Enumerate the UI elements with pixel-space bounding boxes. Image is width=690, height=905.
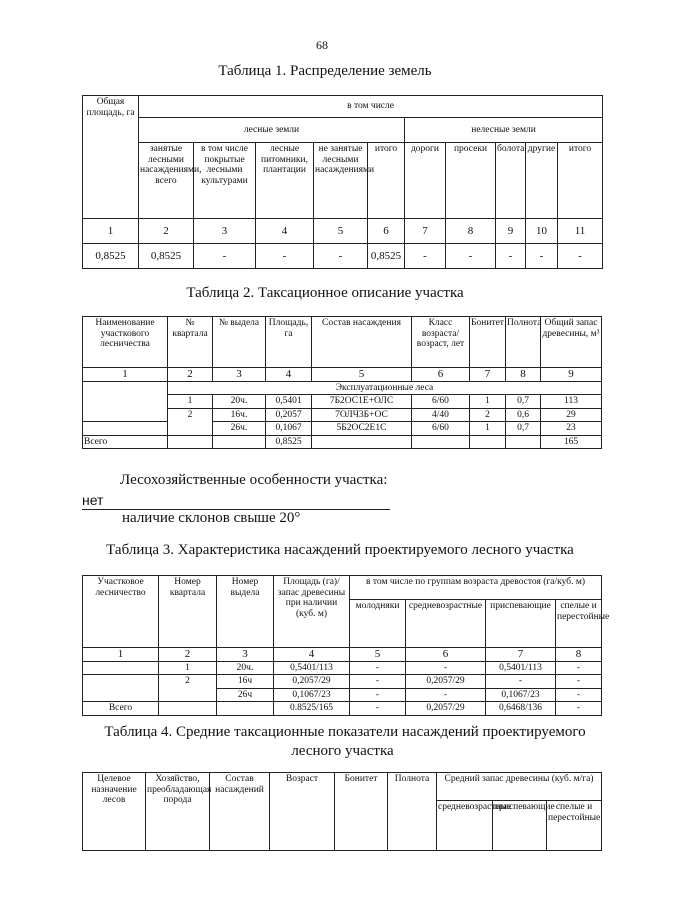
data-cell: 20ч. bbox=[217, 661, 274, 675]
data-cell: 4/40 bbox=[412, 408, 470, 422]
column-number: 6 bbox=[406, 648, 486, 662]
data-cell: 2 bbox=[470, 408, 506, 422]
data-cell: 0,5401/113 bbox=[274, 661, 350, 675]
data-cell: 0,1067 bbox=[266, 422, 312, 436]
data-cell: 23 bbox=[541, 422, 602, 436]
column-number: 7 bbox=[405, 219, 446, 244]
forestry-name-cell bbox=[83, 422, 168, 436]
total-cell: 0,6468/136 bbox=[486, 702, 556, 716]
header-forest-lands: лесные земли bbox=[139, 118, 405, 143]
column-header: Наименование участкового лесничества bbox=[83, 317, 168, 368]
header-total-area: Общая площадь, га bbox=[83, 96, 139, 219]
features-heading: Лесохозяйственные особенности участка: bbox=[120, 472, 388, 488]
column-number: 3 bbox=[217, 648, 274, 662]
column-header: дороги bbox=[405, 143, 446, 219]
data-cell: 1 bbox=[159, 661, 217, 675]
column-number: 2 bbox=[168, 368, 213, 382]
data-cell: 0,1067/23 bbox=[274, 688, 350, 702]
column-number: 8 bbox=[506, 368, 541, 382]
column-number: 9 bbox=[541, 368, 602, 382]
column-number: 2 bbox=[139, 219, 194, 244]
table1-title: Таблица 1. Распределение земель bbox=[218, 63, 432, 79]
column-header: Хозяйство, преобладающая порода bbox=[146, 773, 210, 851]
data-cell: - bbox=[446, 244, 496, 269]
data-cell: - bbox=[314, 244, 368, 269]
column-number: 3 bbox=[213, 368, 266, 382]
column-header: спелые и перестойные bbox=[556, 600, 602, 648]
total-stock: 165 bbox=[541, 435, 602, 449]
table2 bbox=[82, 316, 602, 449]
header-plot: Номер выдела bbox=[217, 576, 274, 648]
data-cell: 113 bbox=[541, 395, 602, 409]
data-cell: - bbox=[256, 244, 314, 269]
header-quarter: Номер квартала bbox=[159, 576, 217, 648]
data-cell: - bbox=[406, 688, 486, 702]
data-cell: - bbox=[556, 661, 602, 675]
features-value: нет bbox=[82, 492, 104, 508]
data-cell: 0,5401 bbox=[266, 395, 312, 409]
data-cell: - bbox=[405, 244, 446, 269]
column-header: лесные питомники, плантации bbox=[256, 143, 314, 219]
data-cell: 26ч bbox=[217, 688, 274, 702]
column-header: в том числе покрытые лесными культурами bbox=[194, 143, 256, 219]
table4 bbox=[82, 772, 602, 851]
column-number: 2 bbox=[159, 648, 217, 662]
column-header: приспевающие bbox=[493, 801, 547, 851]
header-age-groups: в том числе по группам возраста древостоя (га/куб. м) bbox=[350, 576, 602, 600]
data-cell: 2 bbox=[168, 408, 213, 435]
column-number: 1 bbox=[83, 368, 168, 382]
column-header: Полнота bbox=[506, 317, 541, 368]
total-label: Всего bbox=[83, 702, 159, 716]
column-number: 5 bbox=[350, 648, 406, 662]
data-cell: 16ч. bbox=[213, 408, 266, 422]
forestry-name-cell bbox=[83, 381, 168, 422]
table3 bbox=[82, 575, 610, 716]
column-header: молодняки bbox=[350, 600, 406, 648]
data-cell: - bbox=[406, 661, 486, 675]
column-header: не занятые лесными насаждениями bbox=[314, 143, 368, 219]
column-header: просеки bbox=[446, 143, 496, 219]
table3-title: Таблица 3. Характеристика насаждений проектируемого лесного участка bbox=[106, 542, 574, 558]
data-cell: 0,2057 bbox=[266, 408, 312, 422]
slopes-note: наличие склонов свыше 20° bbox=[122, 510, 301, 526]
data-cell: 0,2057/29 bbox=[274, 675, 350, 689]
column-number: 6 bbox=[412, 368, 470, 382]
column-header: Состав насаждений bbox=[210, 773, 270, 851]
data-cell: 5Б2ОС2Е1С bbox=[312, 422, 412, 436]
data-cell: - bbox=[350, 688, 406, 702]
column-header: Бонитет bbox=[335, 773, 388, 851]
total-cell: - bbox=[350, 702, 406, 716]
header-including: в том числе bbox=[139, 96, 603, 118]
column-number: 4 bbox=[256, 219, 314, 244]
forestry-name-cell bbox=[83, 675, 159, 702]
column-header: Общий запас древесины, м³ bbox=[541, 317, 602, 368]
table4-title-line1: Таблица 4. Средние таксационные показатели насаждений проектируемого bbox=[104, 724, 586, 740]
column-header: Возраст bbox=[270, 773, 335, 851]
section-label: Эксплуатационные леса bbox=[168, 381, 602, 395]
data-cell: 29 bbox=[541, 408, 602, 422]
column-number: 8 bbox=[446, 219, 496, 244]
header-forestry: Участковое лесничество bbox=[83, 576, 159, 648]
column-number: 9 bbox=[496, 219, 526, 244]
column-number: 7 bbox=[470, 368, 506, 382]
column-number: 6 bbox=[368, 219, 405, 244]
data-cell: 0,7 bbox=[506, 395, 541, 409]
column-number: 4 bbox=[274, 648, 350, 662]
table1 bbox=[82, 95, 603, 269]
column-number: 3 bbox=[194, 219, 256, 244]
data-cell: 1 bbox=[470, 395, 506, 409]
data-cell: 7ОЛЧ3Б+ОС bbox=[312, 408, 412, 422]
column-number: 8 bbox=[556, 648, 602, 662]
column-number: 1 bbox=[83, 219, 139, 244]
header-nonforest-lands: нелесные земли bbox=[405, 118, 603, 143]
data-cell: 1 bbox=[470, 422, 506, 436]
column-header: итого bbox=[558, 143, 603, 219]
column-header: Площадь, га bbox=[266, 317, 312, 368]
data-cell: 2 bbox=[159, 675, 217, 702]
data-cell: 0,8525 bbox=[83, 244, 139, 269]
data-cell: 7Б2ОС1Е+ОЛС bbox=[312, 395, 412, 409]
data-cell: - bbox=[350, 675, 406, 689]
column-header: Полнота bbox=[388, 773, 437, 851]
column-number: 11 bbox=[558, 219, 603, 244]
column-header: занятые лесными насаждениями, всего bbox=[139, 143, 194, 219]
column-header: средневозрастные bbox=[437, 801, 493, 851]
column-number: 5 bbox=[314, 219, 368, 244]
data-cell: 0,5401/113 bbox=[486, 661, 556, 675]
column-header: № выдела bbox=[213, 317, 266, 368]
data-cell: - bbox=[350, 661, 406, 675]
data-cell: 0,8525 bbox=[139, 244, 194, 269]
data-cell: - bbox=[496, 244, 526, 269]
column-header: приспевающие bbox=[486, 600, 556, 648]
data-cell: 6/60 bbox=[412, 395, 470, 409]
data-cell: - bbox=[194, 244, 256, 269]
column-number: 5 bbox=[312, 368, 412, 382]
data-cell: 6/60 bbox=[412, 422, 470, 436]
column-header: спелые и перестойные bbox=[547, 801, 602, 851]
column-number: 4 bbox=[266, 368, 312, 382]
total-label: Всего bbox=[83, 435, 168, 449]
table2-title: Таблица 2. Таксационное описание участка bbox=[186, 285, 464, 301]
column-number: 1 bbox=[83, 648, 159, 662]
header-area-stock: Площадь (га)/запас древесины при наличии (куб. м) bbox=[274, 576, 350, 648]
data-cell: - bbox=[556, 675, 602, 689]
column-header: итого bbox=[368, 143, 405, 219]
column-header: № квартала bbox=[168, 317, 213, 368]
data-cell: 1 bbox=[168, 395, 213, 409]
column-header: другие bbox=[526, 143, 558, 219]
column-header: Бонитет bbox=[470, 317, 506, 368]
data-cell: 0,8525 bbox=[368, 244, 405, 269]
column-number: 7 bbox=[486, 648, 556, 662]
total-area: 0.8525/165 bbox=[274, 702, 350, 716]
data-cell: 0,6 bbox=[506, 408, 541, 422]
total-area: 0,8525 bbox=[266, 435, 312, 449]
column-header: Целевое назначение лесов bbox=[83, 773, 146, 851]
data-cell: 0,1067/23 bbox=[486, 688, 556, 702]
data-cell: - bbox=[526, 244, 558, 269]
column-header: Состав насаждения bbox=[312, 317, 412, 368]
page-number: 68 bbox=[316, 38, 328, 52]
data-cell: 26ч. bbox=[213, 422, 266, 436]
column-header: болота bbox=[496, 143, 526, 219]
data-cell: 0,7 bbox=[506, 422, 541, 436]
column-header: Класс возраста/ возраст, лет bbox=[412, 317, 470, 368]
data-cell: 20ч. bbox=[213, 395, 266, 409]
header-average-stock: Средний запас древесины (куб. м/га) bbox=[437, 773, 602, 801]
column-header: средневозрастные bbox=[406, 600, 486, 648]
data-cell: - bbox=[556, 688, 602, 702]
data-cell: - bbox=[486, 675, 556, 689]
data-cell: - bbox=[558, 244, 603, 269]
total-cell: 0,2057/29 bbox=[406, 702, 486, 716]
table4-title-line2: лесного участка bbox=[291, 743, 394, 759]
forestry-name-cell bbox=[83, 661, 159, 675]
data-cell: 16ч bbox=[217, 675, 274, 689]
data-cell: 0,2057/29 bbox=[406, 675, 486, 689]
column-number: 10 bbox=[526, 219, 558, 244]
total-cell: - bbox=[556, 702, 602, 716]
